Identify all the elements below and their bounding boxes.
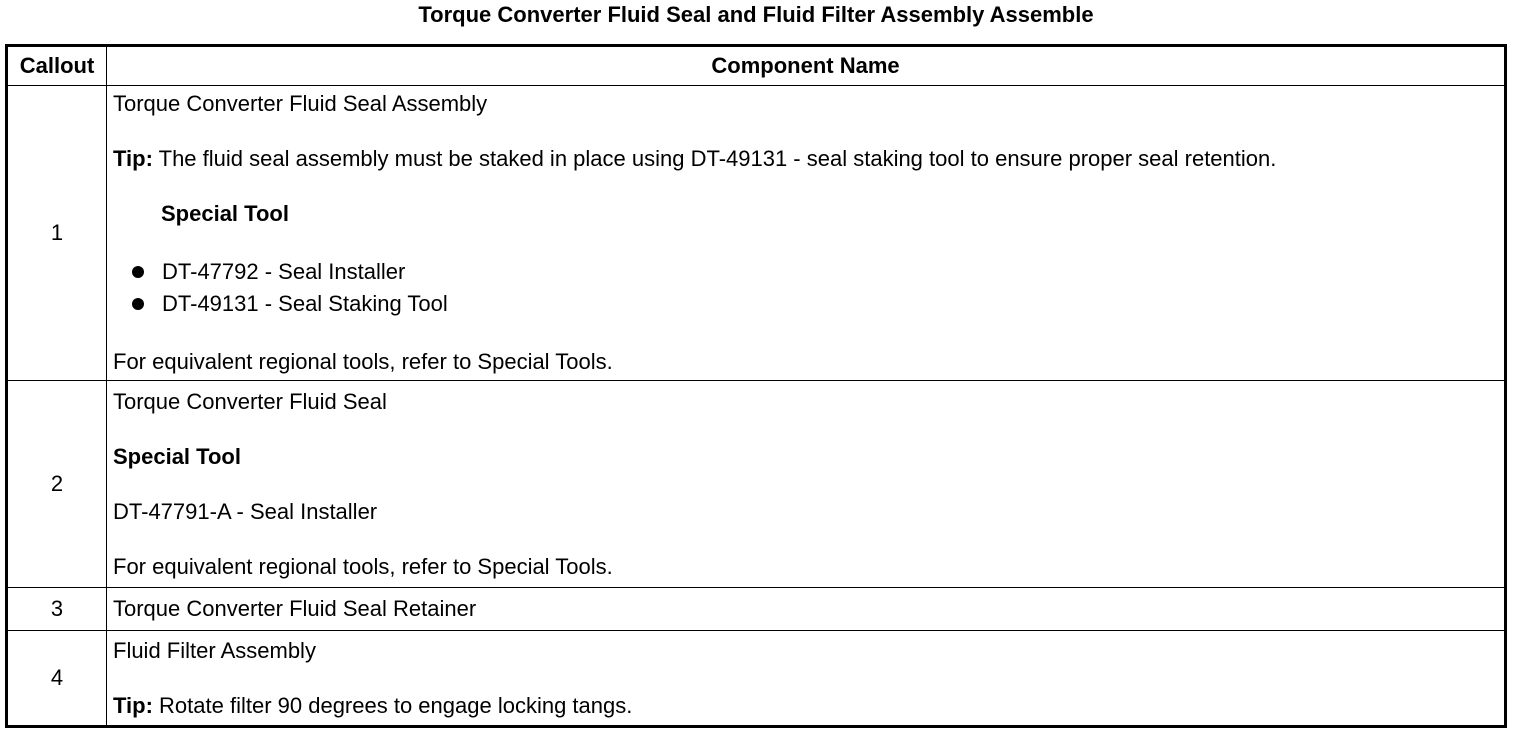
tip [113,146,1498,172]
tip-text: Rotate filter 90 degrees to engage locking tangs. [152,692,633,718]
callout-cell: 3 [7,588,107,631]
special-tool-heading: Special Tool [113,443,241,469]
table-header-row [7,46,1506,86]
list-item [113,256,1498,288]
callout-header: Callout [7,46,107,86]
component-name: Torque Converter Fluid Seal [113,388,387,414]
tip [113,693,1498,719]
page-title: Torque Converter Fluid Seal and Fluid Filter Assembly Assemble [418,2,1094,27]
tool-text: DT-47792 - Seal Installer [162,259,406,284]
bullet-icon [132,298,144,310]
component-name: Fluid Filter Assembly [113,637,316,663]
regional-tools-note: For equivalent regional tools, refer to Special Tools. [113,553,613,579]
callout-cell: 1 [7,86,107,381]
special-tool-heading: Special Tool [161,201,289,226]
tip-label: Tip: [113,692,153,718]
tip-text: The fluid seal assembly must be staked in place using DT-49131 - seal staking tool to ensure proper seal retention. [152,146,1277,171]
components-table [5,44,1507,728]
component-cell [107,381,1506,588]
tool-text: DT-49131 - Seal Staking Tool [162,291,448,316]
table-row [7,381,1506,588]
bullet-icon [132,266,144,278]
table-row [7,86,1506,381]
table-row [7,588,1506,631]
table-row [7,631,1506,727]
tip-label: Tip: [113,146,153,171]
component-cell [107,86,1506,381]
callout-cell: 2 [7,381,107,588]
tool-list [113,256,1498,320]
component-name-header: Component Name [107,46,1506,86]
callout-cell: 4 [7,631,107,727]
component-name: Torque Converter Fluid Seal Assembly [113,91,488,116]
regional-tools-note: For equivalent regional tools, refer to Special Tools. [113,349,613,374]
component-cell [107,631,1506,727]
component-name: Torque Converter Fluid Seal Retainer [113,596,477,621]
tool-text: DT-47791-A - Seal Installer [113,498,378,524]
list-item [113,288,1498,320]
component-cell [107,588,1506,631]
